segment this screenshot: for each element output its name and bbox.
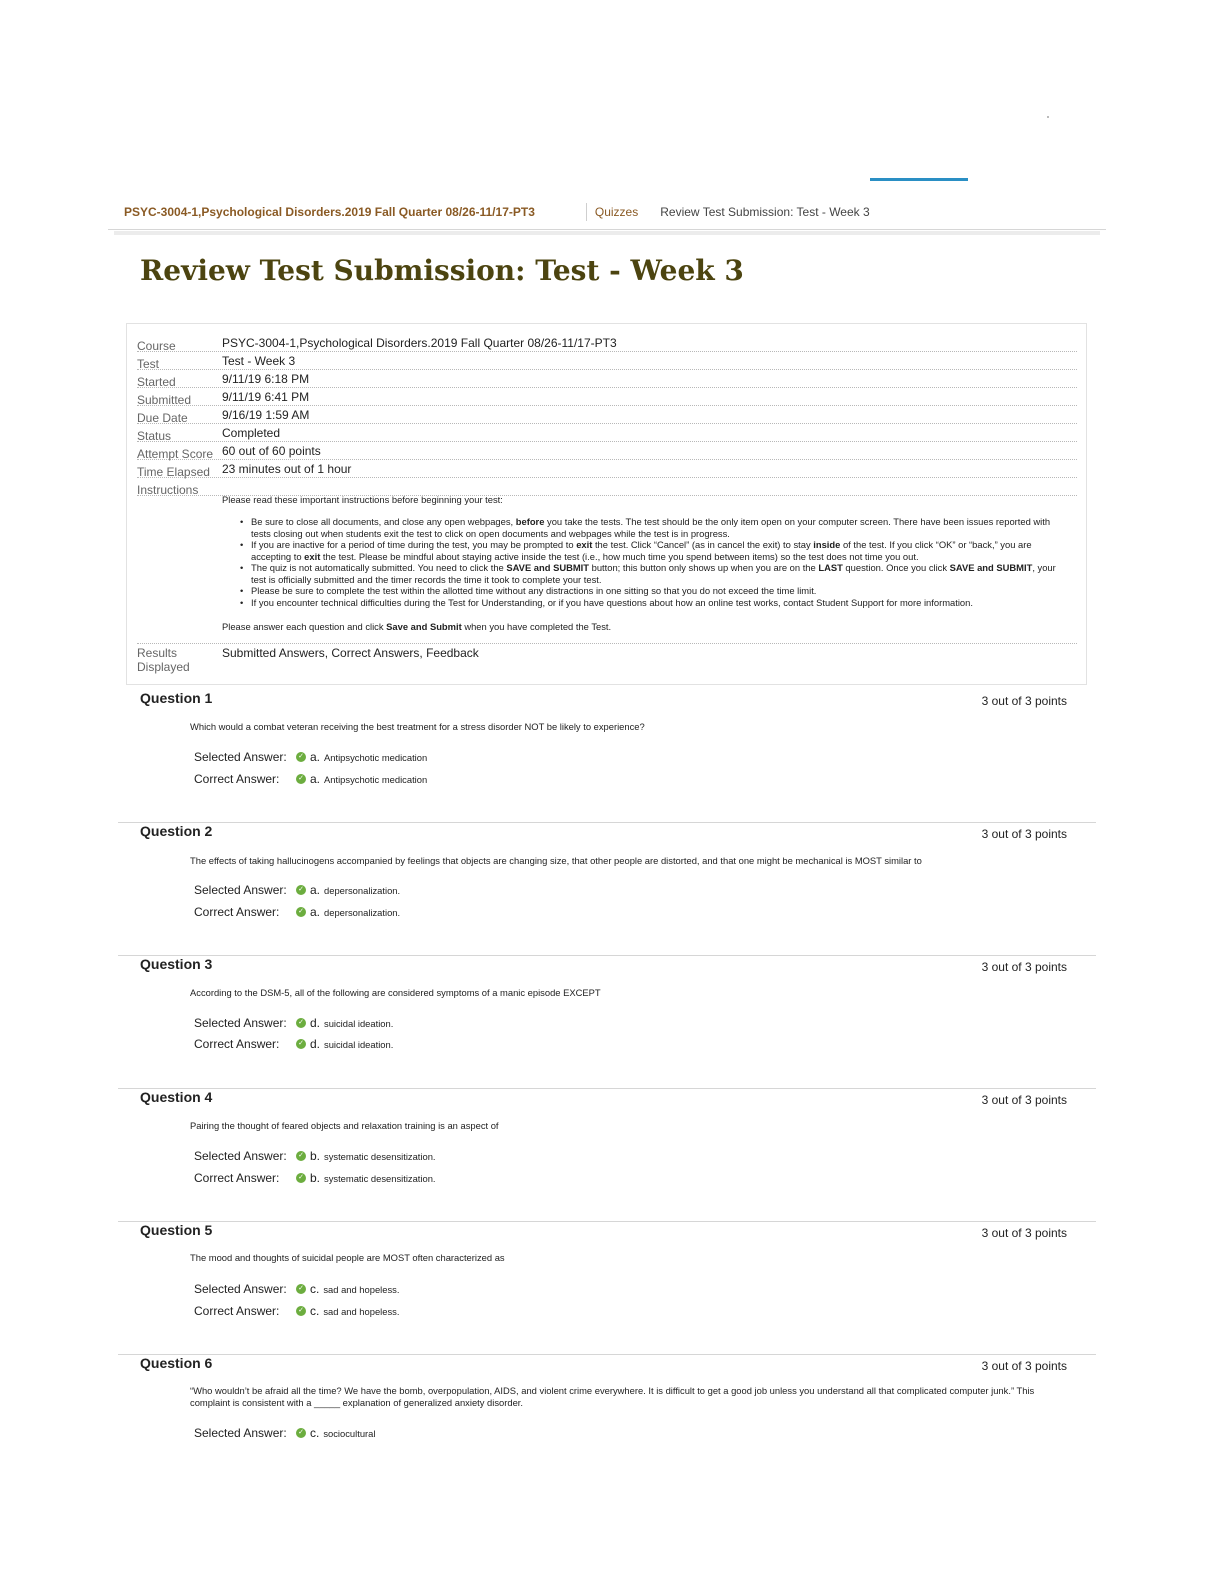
results-displayed-label: Results Displayed xyxy=(137,646,190,674)
detail-label: Course xyxy=(137,339,176,353)
correct-answer-label: Correct Answer: xyxy=(194,772,280,786)
answer-letter: a. xyxy=(310,883,321,897)
detail-value: 23 minutes out of 1 hour xyxy=(222,462,352,476)
detail-row-due-date xyxy=(137,406,1077,424)
instruction-item xyxy=(240,585,1072,597)
header-divider xyxy=(108,229,1106,230)
question-title: Question 5 xyxy=(140,1222,213,1238)
answer-text: systematic desensitization. xyxy=(324,1172,436,1184)
correct-check-icon: ✓ xyxy=(296,885,306,895)
correct-check-icon: ✓ xyxy=(296,752,306,762)
detail-value: Completed xyxy=(222,426,281,440)
correct-check-icon: ✓ xyxy=(296,1284,306,1294)
question-block xyxy=(118,956,1096,1089)
correct-answer-row xyxy=(194,904,400,920)
detail-row-status xyxy=(137,424,1077,442)
instruction-emphasis: LAST xyxy=(818,562,843,573)
question-block xyxy=(118,690,1096,823)
correct-check-icon: ✓ xyxy=(296,1173,306,1183)
correct-check-icon: ✓ xyxy=(296,1018,306,1028)
instruction-emphasis: SAVE and SUBMIT xyxy=(949,562,1033,573)
instruction-emphasis: inside xyxy=(813,539,841,550)
instruction-text: If you are inactive for a period of time during the test, you may be prompted to xyxy=(251,539,577,550)
selected-answer-row xyxy=(194,882,400,898)
instruction-item xyxy=(240,597,1072,609)
decorative-dot xyxy=(1047,116,1049,118)
correct-check-icon: ✓ xyxy=(296,1039,306,1049)
answer-text: sociocultural xyxy=(323,1427,376,1439)
detail-value: PSYC-3004-1,Psychological Disorders.2019 Fall Quarter 08/26-11/17-PT3 xyxy=(222,336,617,350)
active-tab-indicator xyxy=(870,178,968,181)
answer-letter: a. xyxy=(310,750,321,764)
correct-answer-label: Correct Answer: xyxy=(194,1304,280,1318)
correct-answer-row xyxy=(194,1170,436,1186)
instruction-text: question. Once you click xyxy=(842,562,950,573)
answer-text: sad and hopeless. xyxy=(323,1283,400,1295)
instruction-text: The quiz is not automatically submitted. You need to click the xyxy=(251,562,507,573)
instruction-text: of the test. If you click “OK” or “back,” you are accepting to xyxy=(251,539,1032,562)
detail-label: Due Date xyxy=(137,411,188,425)
instructions-intro: Please read these important instructions before beginning your test: xyxy=(222,494,503,505)
question-title: Question 4 xyxy=(140,1089,213,1105)
selected-answer-row xyxy=(194,1281,399,1297)
detail-value: 60 out of 60 points xyxy=(222,444,321,458)
detail-value: 9/11/19 6:41 PM xyxy=(222,390,310,404)
results-displayed-value: Submitted Answers, Correct Answers, Feedback xyxy=(222,646,479,660)
detail-row-test xyxy=(137,352,1077,370)
correct-answer-row xyxy=(194,1303,399,1319)
detail-label: Test xyxy=(137,357,160,371)
instruction-text: the test. Please be mindful about staying active inside the test (i.e., how much time you spend between items) so the test does not time you out. xyxy=(320,550,919,562)
question-points: 3 out of 3 points xyxy=(981,1226,1067,1240)
correct-answer-row xyxy=(194,1036,393,1052)
instruction-text: the test. Click “Cancel” (as in cancel the exit) to stay xyxy=(592,539,814,550)
detail-row-submitted xyxy=(137,388,1077,406)
answer-text: depersonalization. xyxy=(324,906,401,918)
instruction-item xyxy=(240,562,1072,585)
selected-answer-label: Selected Answer: xyxy=(194,1016,287,1030)
answer-letter: b. xyxy=(310,1171,321,1185)
correct-check-icon: ✓ xyxy=(296,1306,306,1316)
answer-letter: d. xyxy=(310,1037,321,1051)
answer-letter: c. xyxy=(310,1304,320,1318)
question-title: Question 3 xyxy=(140,956,213,972)
outro-bold-text: Save and Submit xyxy=(386,621,462,632)
instruction-text: you take the tests. The test should be the only item open on your computer screen. There have been issues reported with tests closing out when students exit the test to click on open documents and webpages while the test is in progress. xyxy=(251,516,1051,539)
detail-row-started xyxy=(137,370,1077,388)
answer-text: Antipsychotic medication xyxy=(324,751,428,763)
answer-text: depersonalization. xyxy=(324,884,401,896)
correct-answer-label: Correct Answer: xyxy=(194,1037,280,1051)
detail-value: Test - Week 3 xyxy=(222,354,296,368)
question-points: 3 out of 3 points xyxy=(981,1093,1067,1107)
question-text: The effects of taking hallucinogens accompanied by feelings that objects are changing size, that other people are distorted, and that one might be mechanical is MOST similar to xyxy=(190,855,922,866)
answer-text: suicidal ideation. xyxy=(324,1038,394,1050)
detail-label: Attempt Score xyxy=(137,447,214,461)
answer-letter: c. xyxy=(310,1426,320,1440)
detail-label: Started xyxy=(137,375,176,389)
instructions-outro xyxy=(222,621,611,633)
correct-check-icon: ✓ xyxy=(296,774,306,784)
answer-text: sad and hopeless. xyxy=(323,1305,400,1317)
question-text: Which would a combat veteran receiving the best treatment for a stress disorder NOT be likely to experience? xyxy=(190,721,645,732)
breadcrumb-course-link[interactable]: PSYC-3004-1,Psychological Disorders.2019 Fall Quarter 08/26-11/17-PT3 xyxy=(124,205,535,219)
answer-text: Antipsychotic medication xyxy=(324,773,428,785)
question-block xyxy=(118,1355,1096,1488)
answer-letter: d. xyxy=(310,1016,321,1030)
selected-answer-row xyxy=(194,749,427,765)
outro-text-end: when you have completed the Test. xyxy=(461,621,612,632)
instruction-text: Be sure to close all documents, and close any open webpages, xyxy=(251,516,516,527)
instruction-text: Please be sure to complete the test within the allotted time without any distractions in one sitting so that you do not exceed the time limit. xyxy=(251,585,817,596)
selected-answer-label: Selected Answer: xyxy=(194,1149,287,1163)
header-shadow xyxy=(114,231,1100,235)
question-title: Question 1 xyxy=(140,690,213,706)
detail-value: 9/16/19 1:59 AM xyxy=(222,408,310,422)
instruction-item xyxy=(240,539,1072,562)
detail-row-attempt-score xyxy=(137,442,1077,460)
detail-row-course xyxy=(137,334,1077,352)
correct-answer-label: Correct Answer: xyxy=(194,905,280,919)
instruction-emphasis: before xyxy=(515,516,545,527)
answer-letter: a. xyxy=(310,772,321,786)
answer-text: suicidal ideation. xyxy=(324,1017,394,1029)
question-text: Pairing the thought of feared objects and relaxation training is an aspect of xyxy=(190,1120,499,1131)
answer-letter: b. xyxy=(310,1149,321,1163)
answer-letter: c. xyxy=(310,1282,320,1296)
question-text: The mood and thoughts of suicidal people are MOST often characterized as xyxy=(190,1252,505,1263)
question-points: 3 out of 3 points xyxy=(981,960,1067,974)
question-text: According to the DSM-5, all of the following are considered symptoms of a manic episode EXCEPT xyxy=(190,987,601,998)
instruction-text: If you encounter technical difficulties during the Test for Understanding, or if you have questions about how an online test works, contact Student Support for more information. xyxy=(251,596,973,608)
selected-answer-label: Selected Answer: xyxy=(194,1426,287,1440)
instruction-emphasis: exit xyxy=(304,550,321,562)
question-title: Question 6 xyxy=(140,1355,213,1371)
detail-label: Submitted xyxy=(137,393,192,407)
page-title: Review Test Submission: Test - Week 3 xyxy=(140,254,744,287)
breadcrumb-quizzes-link[interactable]: Quizzes xyxy=(594,205,639,219)
selected-answer-row xyxy=(194,1425,375,1441)
question-block xyxy=(118,1089,1096,1222)
answer-text: systematic desensitization. xyxy=(324,1150,436,1162)
question-points: 3 out of 3 points xyxy=(981,1359,1067,1373)
instruction-emphasis: SAVE and SUBMIT xyxy=(506,562,590,573)
instruction-text: button; this button only shows up when you are on the xyxy=(589,562,819,573)
breadcrumb-divider xyxy=(586,203,587,221)
answer-letter: a. xyxy=(310,905,321,919)
question-points: 3 out of 3 points xyxy=(981,694,1067,708)
correct-check-icon: ✓ xyxy=(296,1151,306,1161)
instructions-list xyxy=(240,516,1072,608)
correct-answer-row xyxy=(194,771,427,787)
question-block xyxy=(118,1222,1096,1355)
question-points: 3 out of 3 points xyxy=(981,827,1067,841)
detail-label: Instructions xyxy=(137,483,199,497)
breadcrumb xyxy=(124,203,870,221)
question-text: “Who wouldn’t be afraid all the time? We have the bomb, overpopulation, AIDS, and violent crime everywhere. It is difficult to get a good job unless you understand all that complicated computer junk.” This complaint is consistent with a _____ explanation of generalized anxiety disorder. xyxy=(190,1385,1035,1408)
detail-label: Time Elapsed xyxy=(137,465,210,479)
selected-answer-label: Selected Answer: xyxy=(194,750,287,764)
selected-answer-label: Selected Answer: xyxy=(194,883,287,897)
selected-answer-row xyxy=(194,1015,393,1031)
detail-label: Status xyxy=(137,429,172,443)
detail-row-time-elapsed xyxy=(137,460,1077,478)
question-block xyxy=(118,823,1096,956)
instruction-text: , your test is officially submitted and the timer records the time it took to complete your test. xyxy=(251,562,1056,585)
correct-check-icon: ✓ xyxy=(296,1428,306,1438)
detail-value: 9/11/19 6:18 PM xyxy=(222,372,310,386)
outro-text: Please answer each question and click xyxy=(222,621,387,632)
breadcrumb-current-page: Review Test Submission: Test - Week 3 xyxy=(660,205,870,219)
instruction-emphasis: exit xyxy=(576,539,593,550)
selected-answer-row xyxy=(194,1148,436,1164)
question-title: Question 2 xyxy=(140,823,213,839)
instruction-item xyxy=(240,516,1072,539)
correct-answer-label: Correct Answer: xyxy=(194,1171,280,1185)
correct-check-icon: ✓ xyxy=(296,907,306,917)
selected-answer-label: Selected Answer: xyxy=(194,1282,287,1296)
